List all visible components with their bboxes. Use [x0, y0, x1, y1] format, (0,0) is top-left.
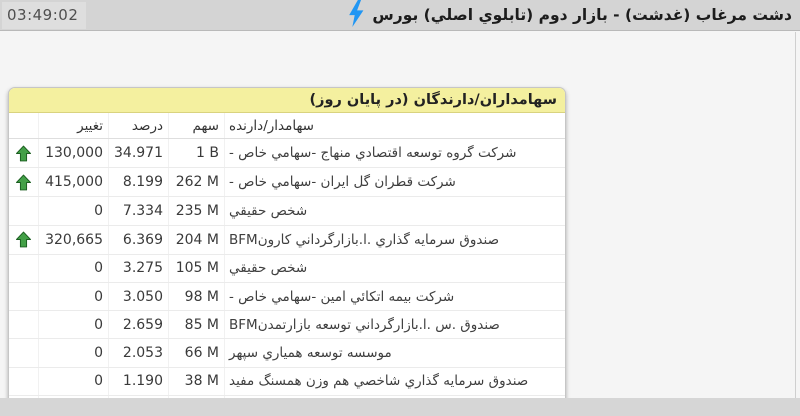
holder-name: شرکت بيمه اتکائي امين -سهامي خاص -	[229, 288, 455, 305]
holder-name: شخص حقيقي	[229, 260, 308, 277]
holders-panel	[8, 87, 566, 416]
holder-percent-value: 8.199	[109, 168, 169, 196]
top-bar	[0, 0, 800, 31]
holder-shares-value: 38 M	[169, 368, 225, 395]
holder-percent-value: 1.190	[109, 368, 169, 395]
holder-percent-value: 2.659	[109, 311, 169, 338]
holder-shares-value: 1 B	[169, 139, 225, 167]
up-arrow-icon	[9, 226, 39, 254]
table-row[interactable]	[9, 283, 565, 311]
table-row[interactable]	[9, 339, 565, 367]
holder-shares-value: 98 M	[169, 283, 225, 310]
up-arrow-icon	[9, 168, 39, 196]
holder-percent-value: 6.369	[109, 226, 169, 254]
holder-shares-value: 66 M	[169, 339, 225, 366]
column-header-arrow	[9, 113, 39, 138]
page-background	[0, 32, 796, 416]
change-arrow-empty	[9, 283, 39, 310]
holder-shares-value: 204 M	[169, 226, 225, 254]
change-arrow-empty	[9, 339, 39, 366]
holder-change-value: 0	[39, 283, 109, 310]
holder-shares-value: 85 M	[169, 311, 225, 338]
holder-change-value: 0	[39, 255, 109, 282]
holder-name: صندوق سرمايه گذاري .ا.بازارگرداني کارونBFM	[229, 231, 500, 248]
holder-percent-value: 3.050	[109, 283, 169, 310]
holder-percent-value: 7.334	[109, 197, 169, 224]
holder-shares-value: 262 M	[169, 168, 225, 196]
table-row[interactable]	[9, 226, 565, 255]
change-arrow-empty	[9, 197, 39, 224]
table-row[interactable]	[9, 311, 565, 339]
holder-shares-value: 235 M	[169, 197, 225, 224]
column-header-change: تغيير	[39, 113, 109, 138]
up-arrow-icon	[9, 139, 39, 167]
clock-time: 03:49:02	[2, 2, 86, 29]
change-arrow-empty	[9, 368, 39, 395]
change-arrow-empty	[9, 311, 39, 338]
holder-name: صندوق .س .ا.بازارگرداني توسعه بازارتمدنBFM	[229, 316, 500, 333]
holder-change-value: 320,665	[39, 226, 109, 254]
column-header-percent: درصد	[109, 113, 169, 138]
holder-name: شرکت قطران گل ايران -سهامي خاص -	[229, 174, 456, 191]
table-row[interactable]	[9, 255, 565, 283]
bottom-strip	[0, 398, 800, 416]
holder-change-value: 130,000	[39, 139, 109, 167]
holder-name: شخص حقيقي	[229, 203, 308, 219]
holder-percent-value: 34.971	[109, 139, 169, 167]
holder-percent-value: 2.053	[109, 339, 169, 366]
column-header-shares: سهم	[169, 113, 225, 138]
table-header-row	[9, 113, 565, 139]
holders-panel-title: سهامداران/دارندگان (در پايان روز)	[9, 88, 565, 113]
change-arrow-empty	[9, 255, 39, 282]
table-row[interactable]	[9, 139, 565, 168]
holder-percent-value: 3.275	[109, 255, 169, 282]
holder-name: موسسه توسعه همياري سپهر	[229, 345, 392, 362]
holder-name: شرکت گروه توسعه اقتصادي منهاج -سهامي خاص -	[229, 145, 517, 162]
holder-name: صندوق سرمايه گذاري شاخصي هم وزن همسنگ مفيد	[229, 373, 529, 390]
lightning-bolt-icon	[346, 0, 365, 27]
holder-change-value: 0	[39, 339, 109, 366]
table-row[interactable]	[9, 368, 565, 396]
holder-change-value: 0	[39, 368, 109, 395]
holder-change-value: 0	[39, 197, 109, 224]
table-row[interactable]	[9, 197, 565, 225]
table-row[interactable]	[9, 168, 565, 197]
holder-change-value: 415,000	[39, 168, 109, 196]
holders-table-body	[9, 139, 565, 416]
instrument-header	[346, 3, 800, 27]
holder-change-value: 0	[39, 311, 109, 338]
holder-shares-value: 105 M	[169, 255, 225, 282]
column-header-holder: سهامدار/دارنده	[229, 117, 314, 134]
page-title: دشت مرغاب (غدشت) - بازار دوم (تابلوي اصلي) بورس	[372, 6, 792, 24]
